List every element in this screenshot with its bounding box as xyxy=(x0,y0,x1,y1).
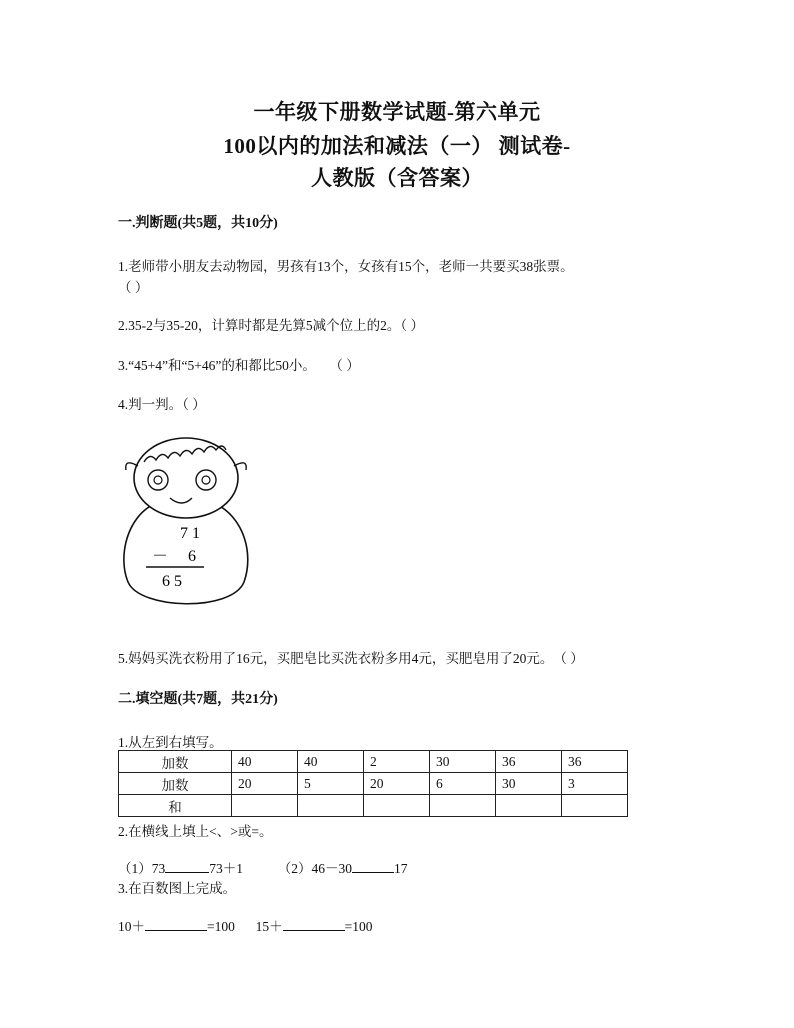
q2-3b-answer-blank[interactable] xyxy=(283,916,345,931)
figure-minuend: 7 1 xyxy=(180,525,200,542)
table-row xyxy=(119,795,628,817)
figure-result: 6 5 xyxy=(162,573,182,590)
table-cell: 2 xyxy=(364,751,430,773)
sum-answer-cell[interactable] xyxy=(232,795,298,817)
q2-3b-right: =100 xyxy=(344,919,373,934)
figure-minus-sign: － xyxy=(152,548,169,565)
title-line-3: 人教版（含答案） xyxy=(311,166,483,190)
table-cell: 20 xyxy=(364,773,430,795)
table-cell: 20 xyxy=(232,773,298,795)
q2-2a-right: 73＋1 xyxy=(209,861,243,876)
question-1-4-text: 4.判一判。（ ） xyxy=(118,397,206,412)
q2-3b-left: 15＋ xyxy=(255,919,283,934)
question-1-2-text: 2.35-2与35-20，计算时都是先算5减个位上的2。（ ） xyxy=(118,318,424,333)
table-row xyxy=(119,751,628,773)
sum-answer-cell[interactable] xyxy=(562,795,628,817)
table-cell: 30 xyxy=(430,751,496,773)
figure-body-outline xyxy=(124,504,248,604)
question-1-3-text: 3.“45+4”和“5+46”的和都比50小。 （ ） xyxy=(118,358,360,373)
table-row xyxy=(119,773,628,795)
table-row-label: 和 xyxy=(119,795,232,817)
q2-2a-answer-blank[interactable] xyxy=(165,858,209,873)
table-cell: 40 xyxy=(232,751,298,773)
sum-answer-cell[interactable] xyxy=(298,795,364,817)
table-row-label: 加数 xyxy=(119,773,232,795)
addition-table xyxy=(118,750,628,817)
sum-answer-cell[interactable] xyxy=(364,795,430,817)
cartoon-figure-illustration xyxy=(116,426,256,612)
table-cell: 36 xyxy=(562,751,628,773)
q2-2a-left: （1）73 xyxy=(118,861,166,876)
title-line-2: 100以内的加法和减法（一） 测试卷- xyxy=(223,134,571,158)
table-cell: 3 xyxy=(562,773,628,795)
table-cell: 6 xyxy=(430,773,496,795)
q2-2b-answer-blank[interactable] xyxy=(352,858,394,873)
sum-answer-cell[interactable] xyxy=(496,795,562,817)
question-2-1-text: 1.从左到右填写。 xyxy=(118,735,223,750)
question-1-5-text: 5.妈妈买洗衣粉用了16元，买肥皂比买洗衣粉多用4元，买肥皂用了20元。 （ ） xyxy=(118,651,584,666)
question-1-1-text: 1.老师带小朋友去动物园，男孩有13个，女孩有15个，老师一共要买38张票。 xyxy=(118,259,574,274)
q2-2b-right: 17 xyxy=(394,861,408,876)
q2-3a-answer-blank[interactable] xyxy=(145,916,207,931)
question-1-1-answer-bracket: （ ） xyxy=(118,280,149,295)
q2-2b-left: （2）46－30 xyxy=(277,861,352,876)
question-2-3-items xyxy=(118,915,373,935)
section-2-heading: 二.填空题(共7题，共21分) xyxy=(118,692,278,707)
question-2-2-items xyxy=(118,857,408,877)
title-line-1: 一年级下册数学试题-第六单元 xyxy=(253,100,541,124)
question-2-2-text: 2.在横线上填上<、>或=。 xyxy=(118,824,273,839)
sum-answer-cell[interactable] xyxy=(430,795,496,817)
q2-3a-right: =100 xyxy=(207,919,235,934)
figure-subtrahend: 6 xyxy=(188,548,196,565)
table-row-label: 加数 xyxy=(119,751,232,773)
section-1-heading: 一.判断题(共5题，共10分) xyxy=(118,216,278,231)
q2-3a-left: 10＋ xyxy=(118,919,145,934)
question-2-3-text: 3.在百数图上完成。 xyxy=(118,881,237,896)
table-cell: 36 xyxy=(496,751,562,773)
table-cell: 5 xyxy=(298,773,364,795)
table-cell: 40 xyxy=(298,751,364,773)
table-cell: 30 xyxy=(496,773,562,795)
